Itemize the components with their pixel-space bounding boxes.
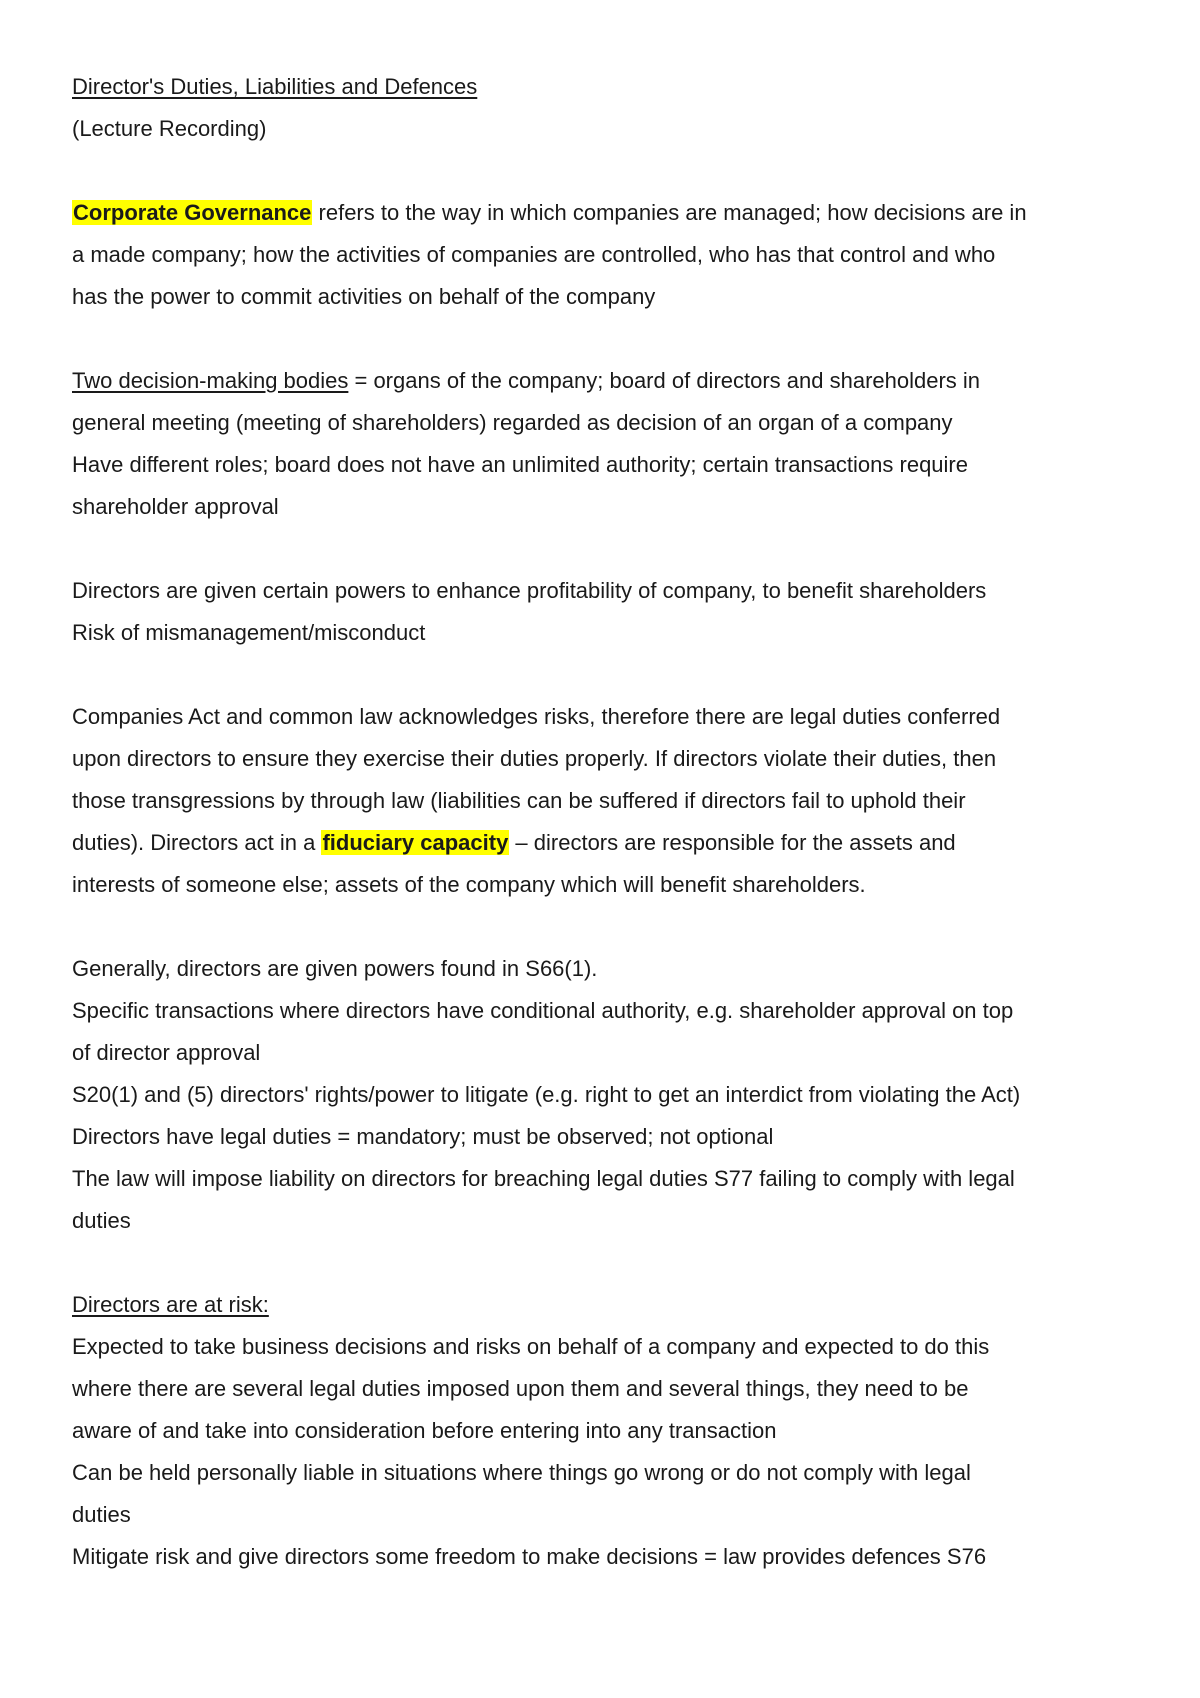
powers-line-1: Generally, directors are given powers found in S66(1). [72,956,598,981]
companies-act-line-3: those transgressions by through law (liabilities can be suffered if directors fail to uphold their [72,788,966,813]
companies-act-line-2: upon directors to ensure they exercise their duties properly. If directors violate their duties, then [72,746,997,771]
spacer [72,528,1142,570]
risk-heading: Directors are at risk: [72,1292,269,1317]
corporate-governance-line-2: a made company; how the activities of companies are controlled, who has that control and who [72,242,996,267]
risk-line-1: Expected to take business decisions and risks on behalf of a company and expected to do this [72,1334,990,1359]
companies-act-line-4 [72,822,1142,864]
document-subtitle: (Lecture Recording) [72,116,267,141]
risk-heading-line [72,1284,1142,1326]
risk-line-5: duties [72,1502,131,1527]
spacer [72,1242,1142,1284]
text-span: = organs of the company; board of directors and shareholders in [348,368,981,393]
companies-act-line-1: Companies Act and common law acknowledges risks, therefore there are legal duties conferred [72,704,1001,729]
text-span: – directors are responsible for the assets and [509,830,956,855]
decision-bodies-line-2: general meeting (meeting of shareholders) regarded as decision of an organ of a company [72,410,953,435]
spacer [72,654,1142,696]
directors-powers-line-2: Risk of mismanagement/misconduct [72,620,426,645]
spacer [72,150,1142,192]
spacer [72,318,1142,360]
decision-bodies-line-3: Have different roles; board does not have an unlimited authority; certain transactions require [72,452,968,477]
text-span: refers to the way in which companies are managed; how decisions are in [312,200,1027,225]
powers-line-2: Specific transactions where directors have conditional authority, e.g. shareholder approval on top [72,998,1014,1023]
text-span: duties). Directors act in a [72,830,322,855]
document-page [72,66,1142,1578]
powers-line-3: of director approval [72,1040,261,1065]
powers-line-5: Directors have legal duties = mandatory; must be observed; not optional [72,1124,774,1149]
decision-bodies-heading: Two decision-making bodies [72,368,349,393]
risk-line-3: aware of and take into consideration before entering into any transaction [72,1418,777,1443]
decision-bodies-line-1 [72,360,1142,402]
spacer [72,906,1142,948]
directors-powers-line-1: Directors are given certain powers to enhance profitability of company, to benefit shareholders [72,578,987,603]
risk-line-2: where there are several legal duties imposed upon them and several things, they need to be [72,1376,969,1401]
corporate-governance-line-1 [72,192,1142,234]
decision-bodies-line-4: shareholder approval [72,494,279,519]
companies-act-line-5: interests of someone else; assets of the company which will benefit shareholders. [72,872,866,897]
corporate-governance-highlight: Corporate Governance [73,200,312,225]
fiduciary-capacity-highlight: fiduciary capacity [322,830,509,855]
document-title-line [72,66,1142,108]
risk-line-6: Mitigate risk and give directors some freedom to make decisions = law provides defences S76 [72,1544,987,1569]
corporate-governance-line-3: has the power to commit activities on behalf of the company [72,284,656,309]
powers-line-7: duties [72,1208,131,1233]
powers-line-6: The law will impose liability on directors for breaching legal duties S77 failing to comply with legal [72,1166,1015,1191]
powers-line-4: S20(1) and (5) directors' rights/power to litigate (e.g. right to get an interdict from violating the Act) [72,1082,1021,1107]
document-title: Director's Duties, Liabilities and Defences [72,74,478,99]
risk-line-4: Can be held personally liable in situations where things go wrong or do not comply with legal [72,1460,971,1485]
